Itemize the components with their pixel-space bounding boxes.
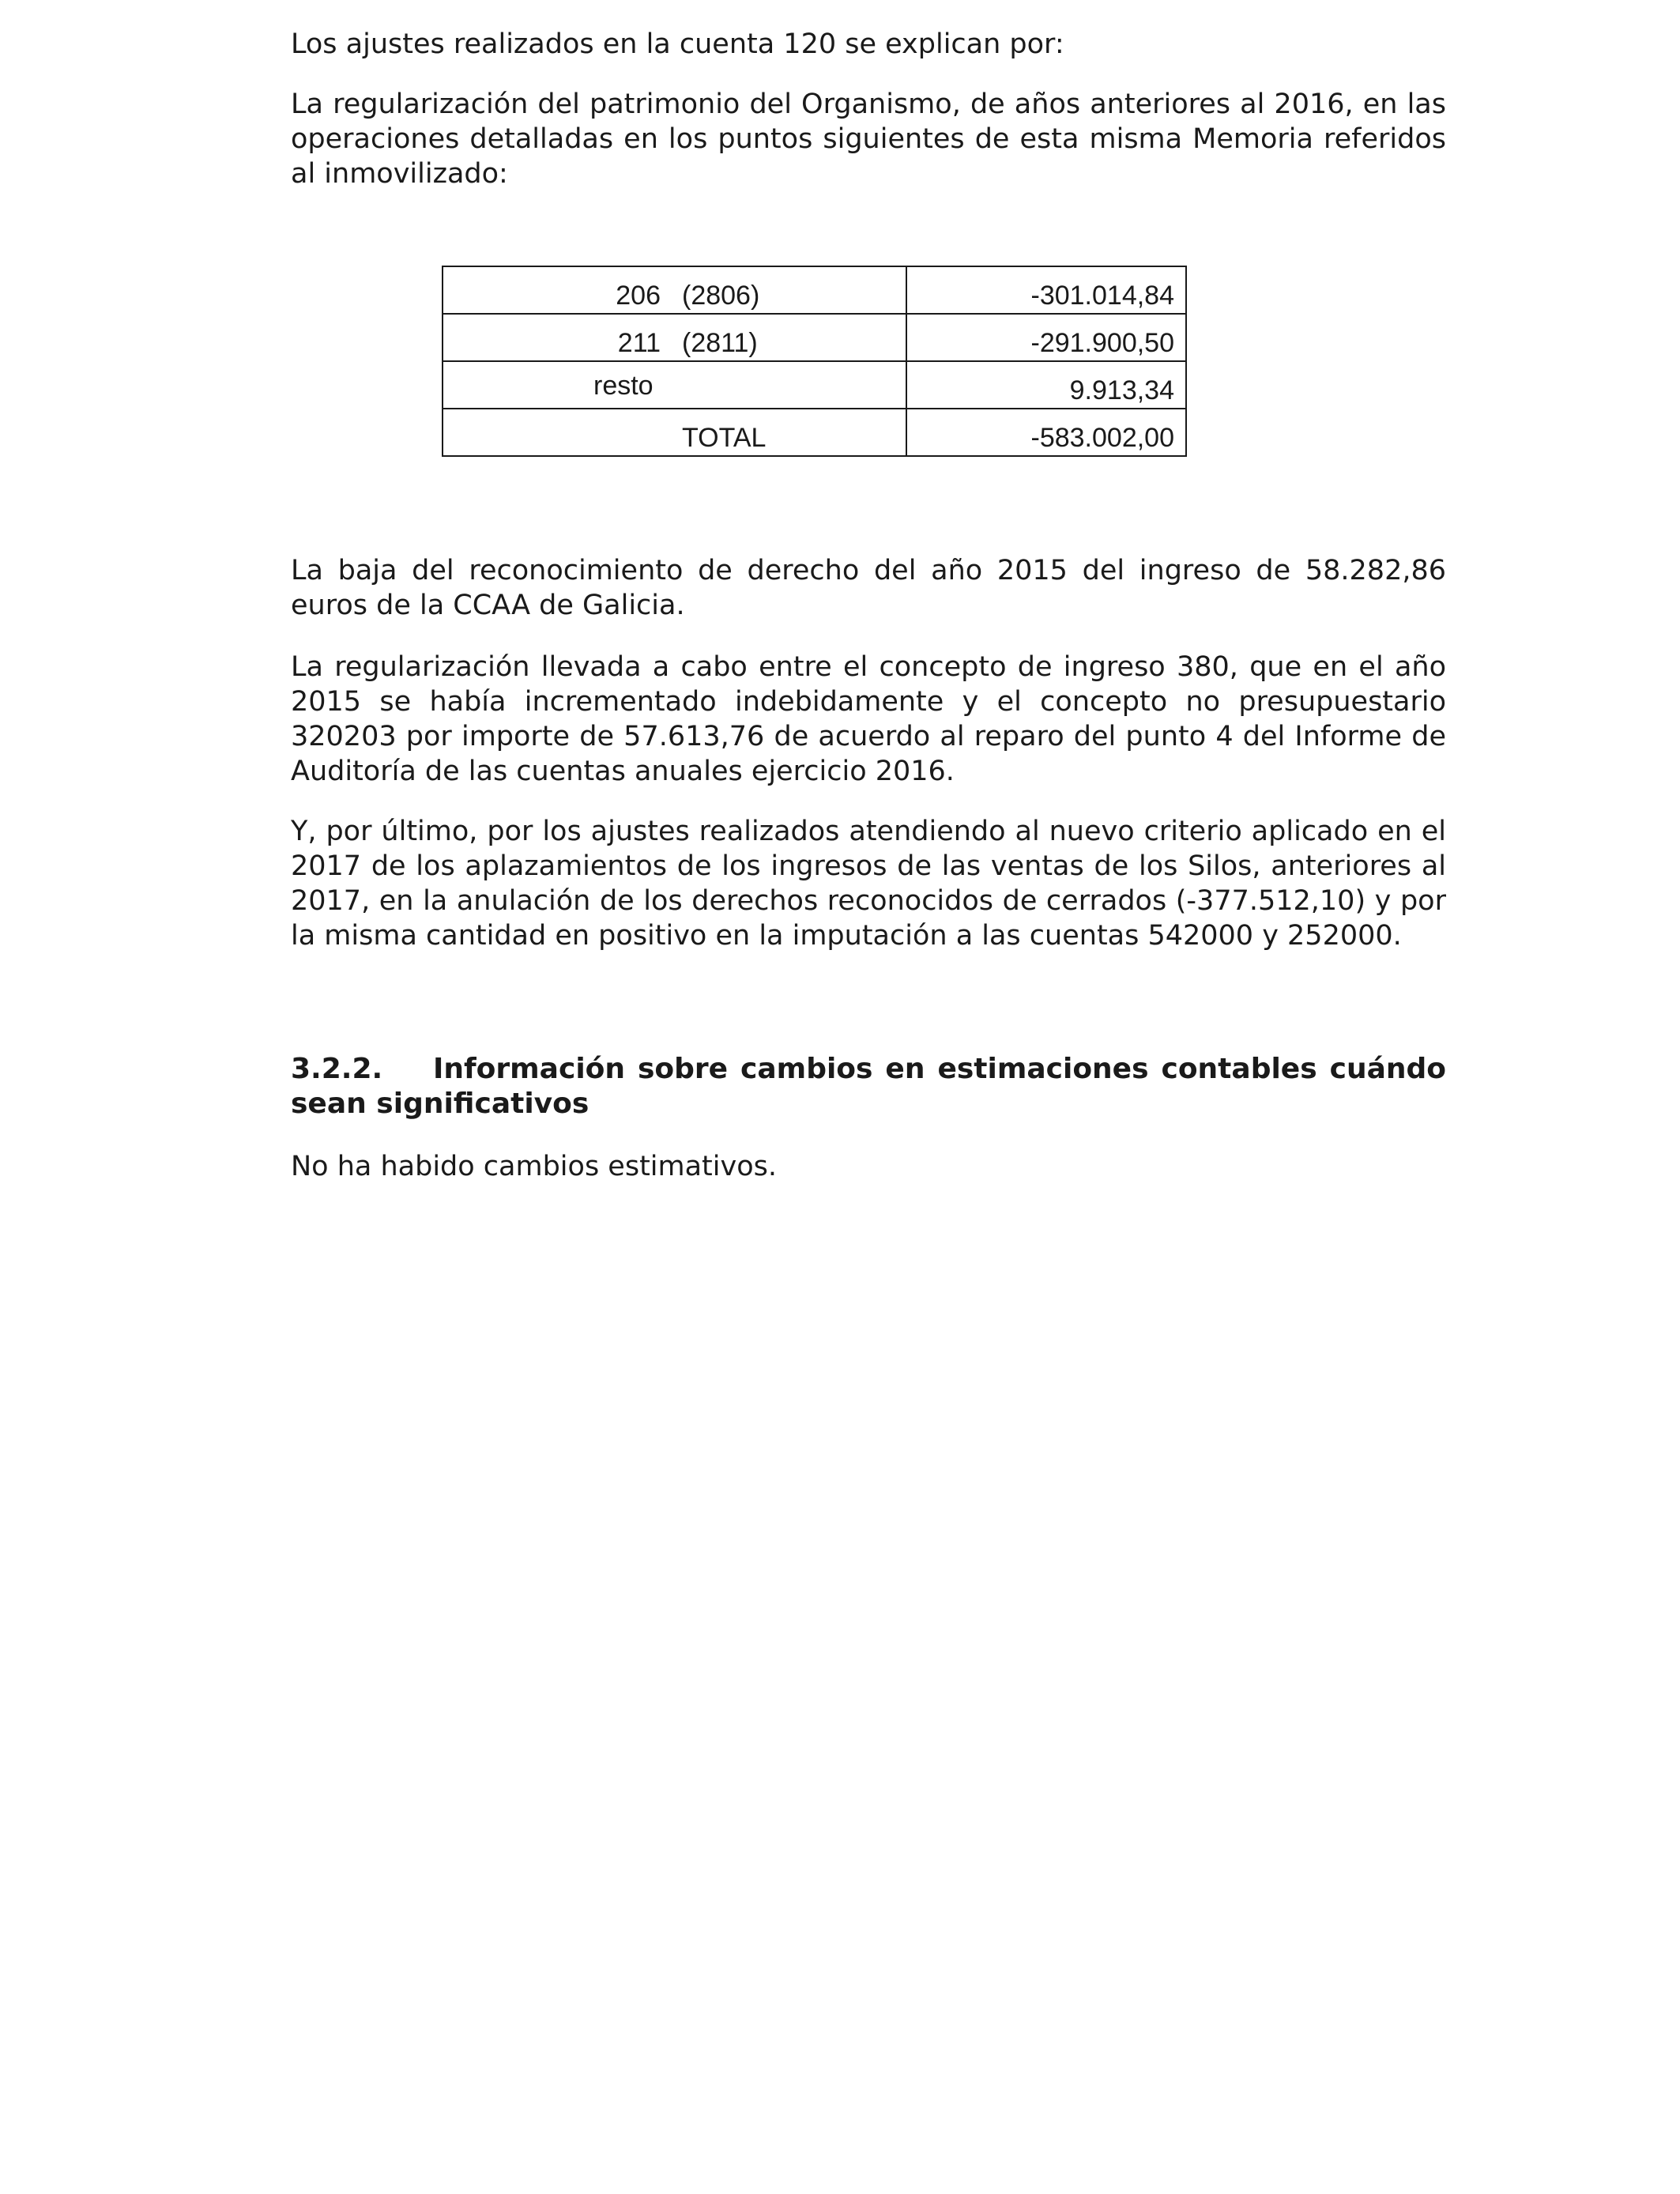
table-row	[443, 361, 1186, 409]
table-row-total	[443, 409, 1186, 456]
account-subcode: (2806)	[682, 281, 760, 311]
account-code: 206	[616, 281, 661, 311]
intro-paragraph: Los ajustes realizados en la cuenta 120 se explican por:	[291, 28, 1064, 60]
table-row	[443, 314, 1186, 361]
table-row	[443, 266, 1186, 314]
table-cell-total-amount: -583.002,00	[906, 409, 1186, 456]
account-code: 211	[617, 328, 661, 358]
table-cell-account	[443, 266, 906, 314]
table-cell-account	[443, 409, 906, 456]
account-adjustments-table	[442, 266, 1187, 457]
table-cell-account	[443, 361, 906, 409]
regularizacion-concepto-paragraph: La regularización llevada a cabo entre el concepto de ingreso 380, que en el año 2015 se había incrementado indebidamente y el concepto no presupuestario 320203 por importe de 57.613,76 de acuerdo al reparo del punto 4 del Informe de Auditoría de las cuentas anuales ejercicio 2016.	[291, 651, 1446, 787]
section-heading	[291, 1052, 1446, 1122]
baja-paragraph: La baja del reconocimiento de derecho del año 2015 del ingreso de 58.282,86 euros de la CCAA de Galicia.	[291, 555, 1446, 621]
table-cell-account	[443, 314, 906, 361]
table-cell-amount: 9.913,34	[906, 361, 1186, 409]
account-code: resto	[593, 371, 654, 401]
no-cambios-paragraph: No ha habido cambios estimativos.	[291, 1151, 777, 1182]
section-title: Información sobre cambios en estimaciones contables cuándo sean significativos	[291, 1053, 1446, 1120]
total-label: TOTAL	[682, 423, 767, 453]
table-cell-amount: -301.014,84	[906, 266, 1186, 314]
account-subcode: (2811)	[682, 328, 758, 358]
section-number: 3.2.2.	[291, 1053, 383, 1085]
regularizacion-paragraph: La regularización del patrimonio del Organismo, de años anteriores al 2016, en las operaciones detalladas en los puntos siguientes de esta misma Memoria referidos al inmovilizado:	[291, 89, 1446, 190]
ultimo-paragraph: Y, por último, por los ajustes realizados atendiendo al nuevo criterio aplicado en el 2017 de los aplazamientos de los ingresos de las ventas de los Silos, anteriores al 2017, en la anulación de los derechos reconocidos de cerrados (-377.512,10) y por la misma cantidad en positivo en la imputación a las cuentas 542000 y 252000.	[291, 816, 1446, 952]
table-cell-amount: -291.900,50	[906, 314, 1186, 361]
